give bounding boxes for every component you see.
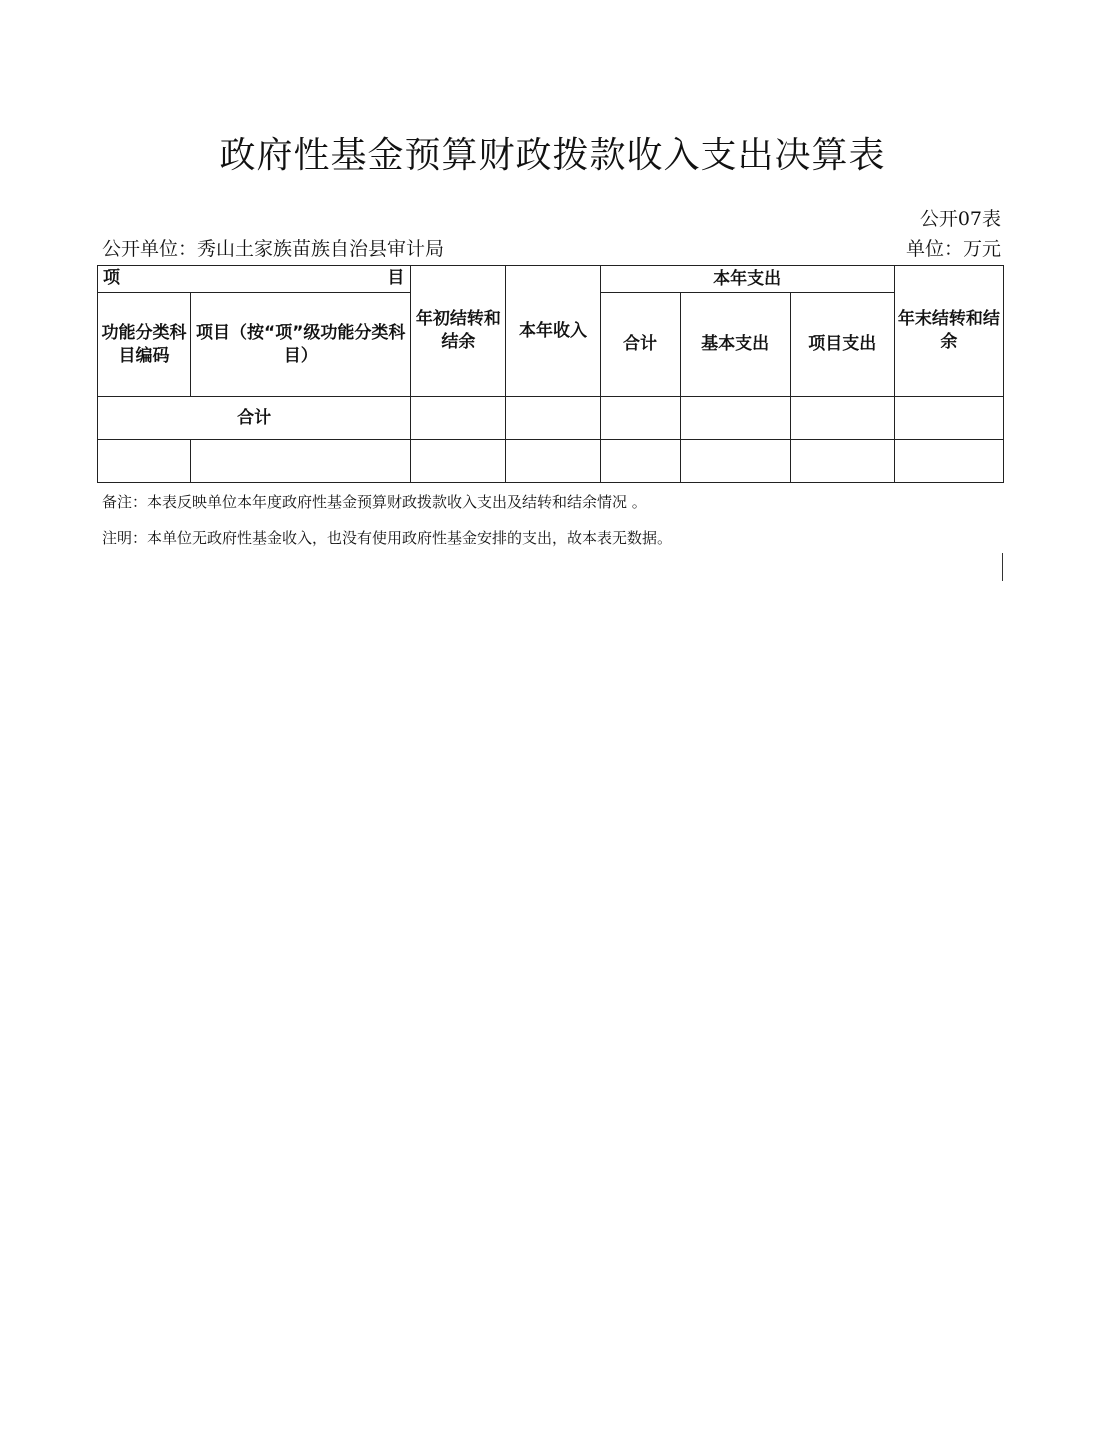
- header-xiang: 项: [103, 268, 120, 288]
- row-basic-expense: [680, 440, 790, 483]
- header-current-income: 本年收入: [506, 266, 600, 397]
- header-mu: 目: [387, 268, 405, 288]
- row-item-name: [191, 440, 411, 483]
- statement-note: 注明：本单位无政府性基金收入，也没有使用政府性基金安排的支出，故本表无数据。: [102, 529, 673, 547]
- row-func-code: [98, 440, 191, 483]
- row-current-income: [506, 440, 600, 483]
- header-item: [98, 266, 411, 293]
- cursor-mark: [1002, 553, 1003, 581]
- table-row: [98, 440, 1004, 483]
- header-project-expense: 项目支出: [790, 293, 894, 397]
- row-closing-balance: [894, 440, 1003, 483]
- total-row: [98, 397, 1004, 440]
- budget-table: [97, 265, 1004, 483]
- row-project-expense: [790, 440, 894, 483]
- header-func-code: 功能分类科目编码: [98, 293, 191, 397]
- remark-note: 备注：本表反映单位本年度政府性基金预算财政拨款收入支出及结转和结余情况 。: [102, 493, 647, 511]
- row-opening-balance: [411, 440, 506, 483]
- header-subtotal: 合计: [600, 293, 680, 397]
- header-basic-expense: 基本支出: [680, 293, 790, 397]
- header-item-name: 项目（按“项”级功能分类科目）: [191, 293, 411, 397]
- header-current-expense: 本年支出: [600, 266, 894, 293]
- total-label: 合计: [98, 397, 411, 440]
- reporting-unit: 公开单位：秀山土家族苗族自治县审计局: [102, 238, 445, 260]
- total-project-expense: [790, 397, 894, 440]
- page-title: 政府性基金预算财政拨款收入支出决算表: [219, 135, 886, 176]
- total-opening-balance: [411, 397, 506, 440]
- header-closing-balance: 年末结转和结余: [894, 266, 1003, 397]
- row-subtotal: [600, 440, 680, 483]
- total-basic-expense: [680, 397, 790, 440]
- form-code: 公开07表: [919, 208, 1001, 230]
- header-opening-balance: 年初结转和结余: [411, 266, 506, 397]
- total-current-income: [506, 397, 600, 440]
- total-closing-balance: [894, 397, 1003, 440]
- total-subtotal: [600, 397, 680, 440]
- currency-unit: 单位：万元: [905, 238, 1001, 260]
